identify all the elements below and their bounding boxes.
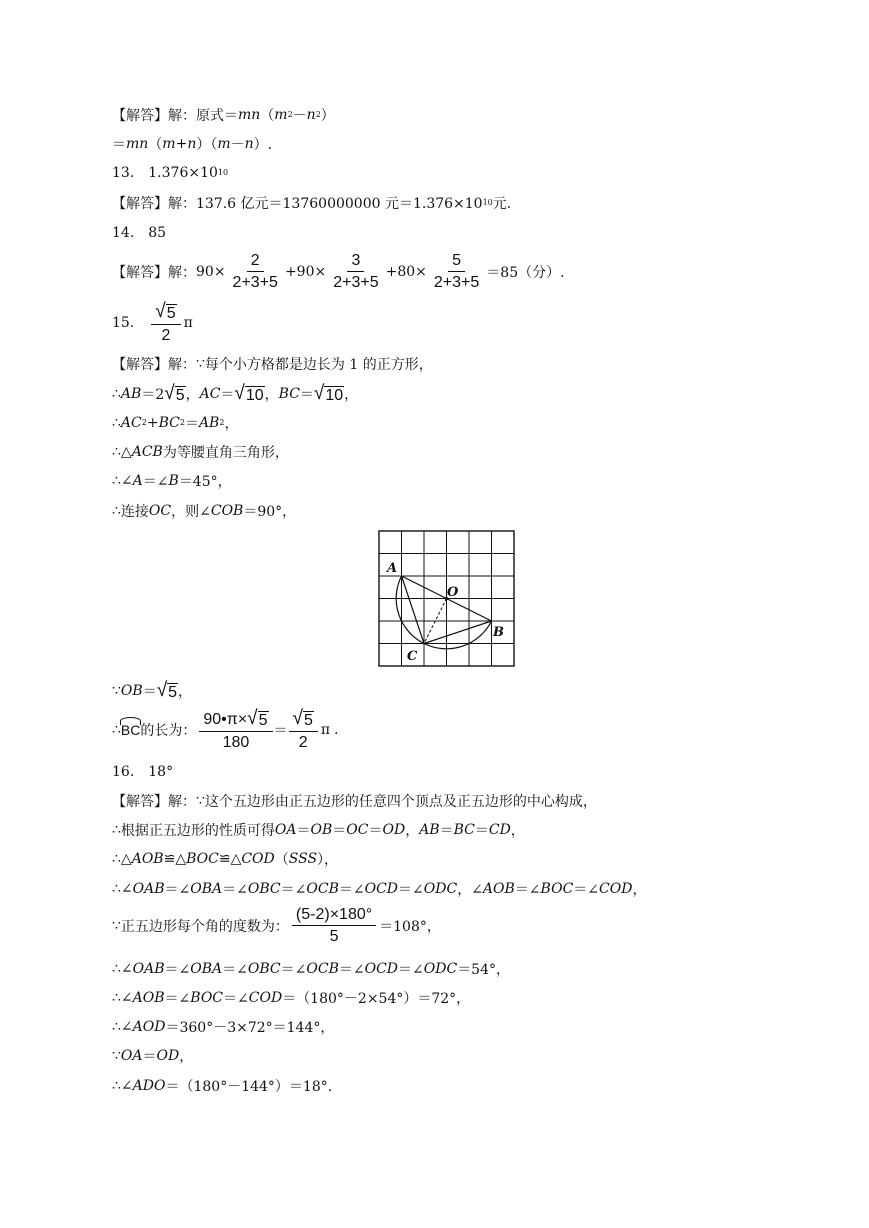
text: ＝ xyxy=(273,723,288,739)
var: A xyxy=(132,473,143,489)
answer-line-15c: ∴ AC 2 + BC 2 ＝ AB 2 ， xyxy=(112,415,239,432)
var: SSS xyxy=(288,851,318,867)
text: ＝∠ xyxy=(142,474,169,490)
text: 每个小方格都是边长为 1 的正方形， xyxy=(204,357,433,373)
question-15-answer xyxy=(112,299,193,344)
text: ＝ xyxy=(112,137,126,153)
grid-geometry-figure xyxy=(378,530,516,668)
radical-sign: √ xyxy=(313,381,325,404)
denominator: 2+3+5 xyxy=(433,274,480,291)
text: ＝∠ xyxy=(280,882,307,898)
var: OCD xyxy=(364,961,399,977)
answer-line-14 xyxy=(112,252,565,292)
text: ， xyxy=(632,882,647,898)
denominator: 180 xyxy=(222,733,250,751)
therefore-symbol: ∴ xyxy=(112,503,121,519)
text: 90•π× xyxy=(203,710,248,728)
text: ∠ xyxy=(120,473,133,489)
denominator: 2+3+5 xyxy=(333,274,379,291)
answer-line-15h xyxy=(112,708,339,752)
therefore-symbol: ∴ xyxy=(112,881,121,897)
answer-line-15d xyxy=(112,438,289,466)
text: ）（ xyxy=(196,137,218,153)
var: n xyxy=(244,136,254,152)
var: OD xyxy=(156,1048,180,1064)
because-symbol: ∵ xyxy=(196,793,205,809)
arc-bc xyxy=(121,722,140,738)
text: ＝2 xyxy=(141,387,165,403)
pi: π xyxy=(320,722,331,738)
answer-tag: 【解答】 xyxy=(112,265,168,281)
triangle-acb xyxy=(396,576,491,649)
var: AB xyxy=(120,386,142,402)
var: m xyxy=(162,136,176,152)
text: ）， xyxy=(317,852,339,868)
text: 137.6 亿元＝13760000000 元＝1.376×10 xyxy=(196,196,483,212)
denominator: 5 xyxy=(329,928,339,945)
numerator: (5-2)×180° xyxy=(292,906,376,926)
text: 根据正五边形的性质可得 xyxy=(120,823,275,839)
text: ＝ xyxy=(296,823,311,839)
text: ）. xyxy=(253,137,273,153)
var: OC xyxy=(148,503,172,519)
text: ＝∠ xyxy=(222,962,248,978)
answer-line-16g xyxy=(112,984,470,1012)
answer-line-15f xyxy=(112,497,296,525)
var: OB xyxy=(310,822,333,838)
var: BC xyxy=(453,822,475,838)
var: COD xyxy=(599,881,633,897)
answer-tag: 【解答】 xyxy=(112,196,168,212)
answer-tag: 【解答】 xyxy=(112,108,168,124)
var: B xyxy=(168,473,179,489)
answer-line-16d xyxy=(112,875,646,903)
answer-line-16i xyxy=(112,1042,193,1070)
text: ＝∠ xyxy=(164,991,191,1007)
var: OBA xyxy=(190,961,223,977)
answer-line-16b xyxy=(112,816,525,844)
text: + xyxy=(175,136,188,152)
because-symbol: ∵ xyxy=(112,918,121,934)
var: OA xyxy=(120,1048,143,1064)
label-o: O xyxy=(447,585,459,600)
sqrt xyxy=(247,706,268,730)
text: ， xyxy=(178,684,193,700)
text: 85 xyxy=(148,225,167,241)
var: ODC xyxy=(423,881,458,897)
radicand: 5 xyxy=(258,711,268,729)
radical-sign: √ xyxy=(234,381,245,404)
therefore-symbol: ∴ xyxy=(112,990,121,1006)
text: ＝90°， xyxy=(243,504,297,520)
semicircle-arc xyxy=(396,576,491,649)
var: COD xyxy=(241,851,275,867)
question-14-answer xyxy=(112,219,166,247)
var: ACB xyxy=(131,444,163,460)
text: ＝ xyxy=(439,823,454,839)
text: ∠ xyxy=(120,881,133,897)
jie-label: 解： xyxy=(168,108,196,124)
fraction xyxy=(292,906,376,946)
var: mn xyxy=(238,107,261,123)
var: n xyxy=(306,107,316,123)
text: ＝∠ xyxy=(164,882,191,898)
var: BOC xyxy=(190,990,224,1006)
text: ＝108°， xyxy=(379,919,441,935)
var: BC xyxy=(278,386,300,402)
text: ∠ xyxy=(120,1019,133,1035)
text: ） xyxy=(320,108,335,124)
answer-line-15a xyxy=(112,350,433,378)
text: △ xyxy=(120,851,132,867)
text: 90× xyxy=(196,264,226,280)
var: OC xyxy=(346,822,369,838)
question-number: 15. xyxy=(112,315,135,331)
var: OAB xyxy=(132,961,165,977)
var: CD xyxy=(488,822,511,838)
radical-sign: √ xyxy=(164,381,175,404)
text: ＝∠ xyxy=(398,882,424,898)
var: OD xyxy=(382,822,406,838)
text: ＝∠ xyxy=(573,882,600,898)
fraction xyxy=(229,252,282,292)
text: 18° xyxy=(148,764,174,780)
because-symbol: ∵ xyxy=(112,1048,121,1064)
sqrt xyxy=(156,678,178,702)
text: ∠ xyxy=(120,1078,133,1094)
radicand: 5 xyxy=(166,304,176,322)
text: ≌△ xyxy=(163,851,187,867)
text: ＝54°， xyxy=(457,962,511,978)
answer-line-16h xyxy=(112,1013,334,1041)
text: （ xyxy=(274,852,289,868)
text: ＝ xyxy=(368,823,383,839)
text: 的长为： xyxy=(140,723,197,739)
sqrt xyxy=(292,706,314,730)
label-c: C xyxy=(407,649,418,664)
question-number: 13. xyxy=(112,165,135,181)
text: － xyxy=(230,137,245,153)
text: 为等腰直角三角形， xyxy=(162,445,289,461)
text: ＝∠ xyxy=(398,962,424,978)
var: AB xyxy=(198,415,220,431)
therefore-symbol: ∴ xyxy=(112,822,121,838)
text: （ xyxy=(260,108,275,124)
var: OAB xyxy=(132,881,165,897)
text: ＝∠ xyxy=(164,962,191,978)
radicand: 5 xyxy=(175,386,185,404)
text: ， xyxy=(405,823,420,839)
var: OBA xyxy=(190,881,223,897)
fraction xyxy=(329,252,382,292)
sqrt xyxy=(313,381,344,405)
text: ＝ xyxy=(142,1049,157,1065)
text: ＝45°， xyxy=(178,474,232,490)
answer-line-16a xyxy=(112,787,597,815)
text: ， xyxy=(224,416,239,432)
var: m xyxy=(274,107,288,123)
text: ，∠ xyxy=(457,882,483,898)
fraction xyxy=(151,299,180,345)
arc-cap xyxy=(120,717,141,725)
text: ＝（180°－2×54°）＝72°， xyxy=(282,991,471,1007)
var: ODC xyxy=(423,961,458,977)
text: ＝∠ xyxy=(338,962,365,978)
fraction xyxy=(199,706,272,752)
var: AC xyxy=(199,386,221,402)
text: 正五边形每个角的度数为： xyxy=(120,919,289,935)
radical-sign: √ xyxy=(155,299,166,322)
label-b: B xyxy=(493,625,504,640)
therefore-symbol: ∴ xyxy=(112,1019,121,1035)
var: COB xyxy=(210,503,244,519)
var: m xyxy=(217,136,231,152)
text: ＝ xyxy=(299,387,314,403)
text: ， xyxy=(344,387,359,403)
text: ＝ xyxy=(142,684,157,700)
text: ＝85（分）. xyxy=(486,265,565,281)
because-symbol: ∵ xyxy=(196,356,205,372)
denominator: 2 xyxy=(161,326,171,344)
therefore-symbol: ∴ xyxy=(112,851,121,867)
therefore-symbol: ∴ xyxy=(112,961,121,977)
sqrt xyxy=(164,381,185,405)
question-number: 16. xyxy=(112,764,135,780)
text: ＝（180°－144°）＝18°. xyxy=(165,1079,333,1095)
answer-line-12b xyxy=(112,130,272,158)
text: 1.376×10 xyxy=(148,165,218,181)
text: ， xyxy=(179,1049,194,1065)
text: ，则∠ xyxy=(171,504,211,520)
question-number: 14. xyxy=(112,225,135,241)
answer-line-15b xyxy=(112,380,358,408)
var: AOD xyxy=(132,1019,166,1035)
denominator: 2+3+5 xyxy=(232,274,278,291)
sqrt xyxy=(155,299,176,323)
therefore-symbol: ∴ xyxy=(112,444,121,460)
text: ＝ xyxy=(474,823,489,839)
text: ＝∠ xyxy=(222,882,248,898)
var: OBC xyxy=(247,881,281,897)
answer-line-12a: 【解答】 解： 原式＝ mn （ m 2 － n 2 ） xyxy=(112,107,335,124)
var: OCB xyxy=(306,881,339,897)
therefore-symbol: ∴ xyxy=(112,722,121,738)
var: AOB xyxy=(132,990,165,1006)
denominator: 2 xyxy=(298,733,308,751)
var: n xyxy=(187,136,197,152)
numerator xyxy=(151,299,180,325)
answer-line-16j xyxy=(112,1072,332,1100)
radical-sign: √ xyxy=(292,706,303,729)
numerator: 5 xyxy=(448,252,465,272)
radicand: 5 xyxy=(168,683,178,701)
text: （ xyxy=(148,137,163,153)
sqrt xyxy=(234,381,264,405)
jie-label: 解： xyxy=(168,196,196,212)
because-symbol: ∵ xyxy=(112,683,121,699)
var: ADO xyxy=(132,1078,166,1094)
question-16-answer xyxy=(112,758,173,786)
var: AC xyxy=(120,415,142,431)
numerator xyxy=(199,706,272,732)
text: + xyxy=(146,415,159,431)
jie-label: 解： xyxy=(168,265,196,281)
answer-line-16f xyxy=(112,955,510,983)
text: ＝∠ xyxy=(514,882,541,898)
jie-label: 解： xyxy=(168,357,196,373)
text: ＝∠ xyxy=(223,991,249,1007)
text: ＝360°－3×72°＝144°， xyxy=(165,1020,335,1036)
answer-tag: 【解答】 xyxy=(112,357,168,373)
var: OA xyxy=(274,822,297,838)
var: OB xyxy=(120,683,143,699)
text: 元. xyxy=(492,196,512,212)
var: BC xyxy=(158,415,180,431)
var: AOB xyxy=(131,851,164,867)
therefore-symbol: ∴ xyxy=(112,473,121,489)
fraction xyxy=(430,252,483,292)
var: OCB xyxy=(306,961,339,977)
therefore-symbol: ∴ xyxy=(112,1078,121,1094)
text: ＝∠ xyxy=(338,882,365,898)
radical-sign: √ xyxy=(156,678,168,701)
radicand: 5 xyxy=(303,711,313,729)
var: BOC xyxy=(540,881,574,897)
therefore-symbol: ∴ xyxy=(112,386,121,402)
question-13-answer: 13. 1.376×10 10 xyxy=(112,165,229,181)
text: 连接 xyxy=(120,504,149,520)
text: － xyxy=(292,108,307,124)
text: ， xyxy=(185,387,200,403)
text: ＝ xyxy=(332,823,347,839)
answer-line-15g xyxy=(112,677,192,705)
text: ＝ xyxy=(184,416,199,432)
answer-line-16e xyxy=(112,906,441,946)
var: BOC xyxy=(186,851,219,867)
var: mn xyxy=(126,136,149,152)
var: OCD xyxy=(364,881,399,897)
numerator xyxy=(289,706,318,732)
answer-line-15e xyxy=(112,467,232,495)
text: 这个五边形由正五边形的任意四个顶点及正五边形的中心构成， xyxy=(204,794,597,810)
var: COD xyxy=(248,990,283,1006)
text: ， xyxy=(264,387,279,403)
numerator: 2 xyxy=(247,252,264,272)
text: ≌△ xyxy=(218,851,242,867)
text: 原式＝ xyxy=(196,108,238,124)
therefore-symbol: ∴ xyxy=(112,415,121,431)
radicand: 10 xyxy=(245,386,264,404)
label-a: A xyxy=(387,561,398,576)
text: ， xyxy=(510,823,525,839)
text: . xyxy=(334,722,339,738)
text: +80× xyxy=(385,264,427,280)
jie-label: 解： xyxy=(168,794,196,810)
radicand: 10 xyxy=(325,386,344,404)
var: AB xyxy=(419,822,440,838)
text: ＝∠ xyxy=(280,962,307,978)
text: +90× xyxy=(284,264,327,280)
answer-line-16c xyxy=(112,845,338,873)
text: ∠ xyxy=(120,990,133,1006)
answer-line-13: 【解答】 解： 137.6 亿元＝13760000000 元＝1.376×10 10 元. xyxy=(112,189,511,217)
text: ∠ xyxy=(120,961,133,977)
pi: π xyxy=(183,315,193,331)
text: △ xyxy=(120,444,132,460)
radical-sign: √ xyxy=(247,706,258,729)
fraction xyxy=(289,706,318,752)
text: ＝ xyxy=(220,387,235,403)
segment-bc xyxy=(424,621,492,644)
var: AOB xyxy=(482,881,515,897)
answer-tag: 【解答】 xyxy=(112,794,168,810)
var: OBC xyxy=(247,961,281,977)
arc-label: BC xyxy=(120,722,141,738)
numerator: 3 xyxy=(347,252,364,272)
